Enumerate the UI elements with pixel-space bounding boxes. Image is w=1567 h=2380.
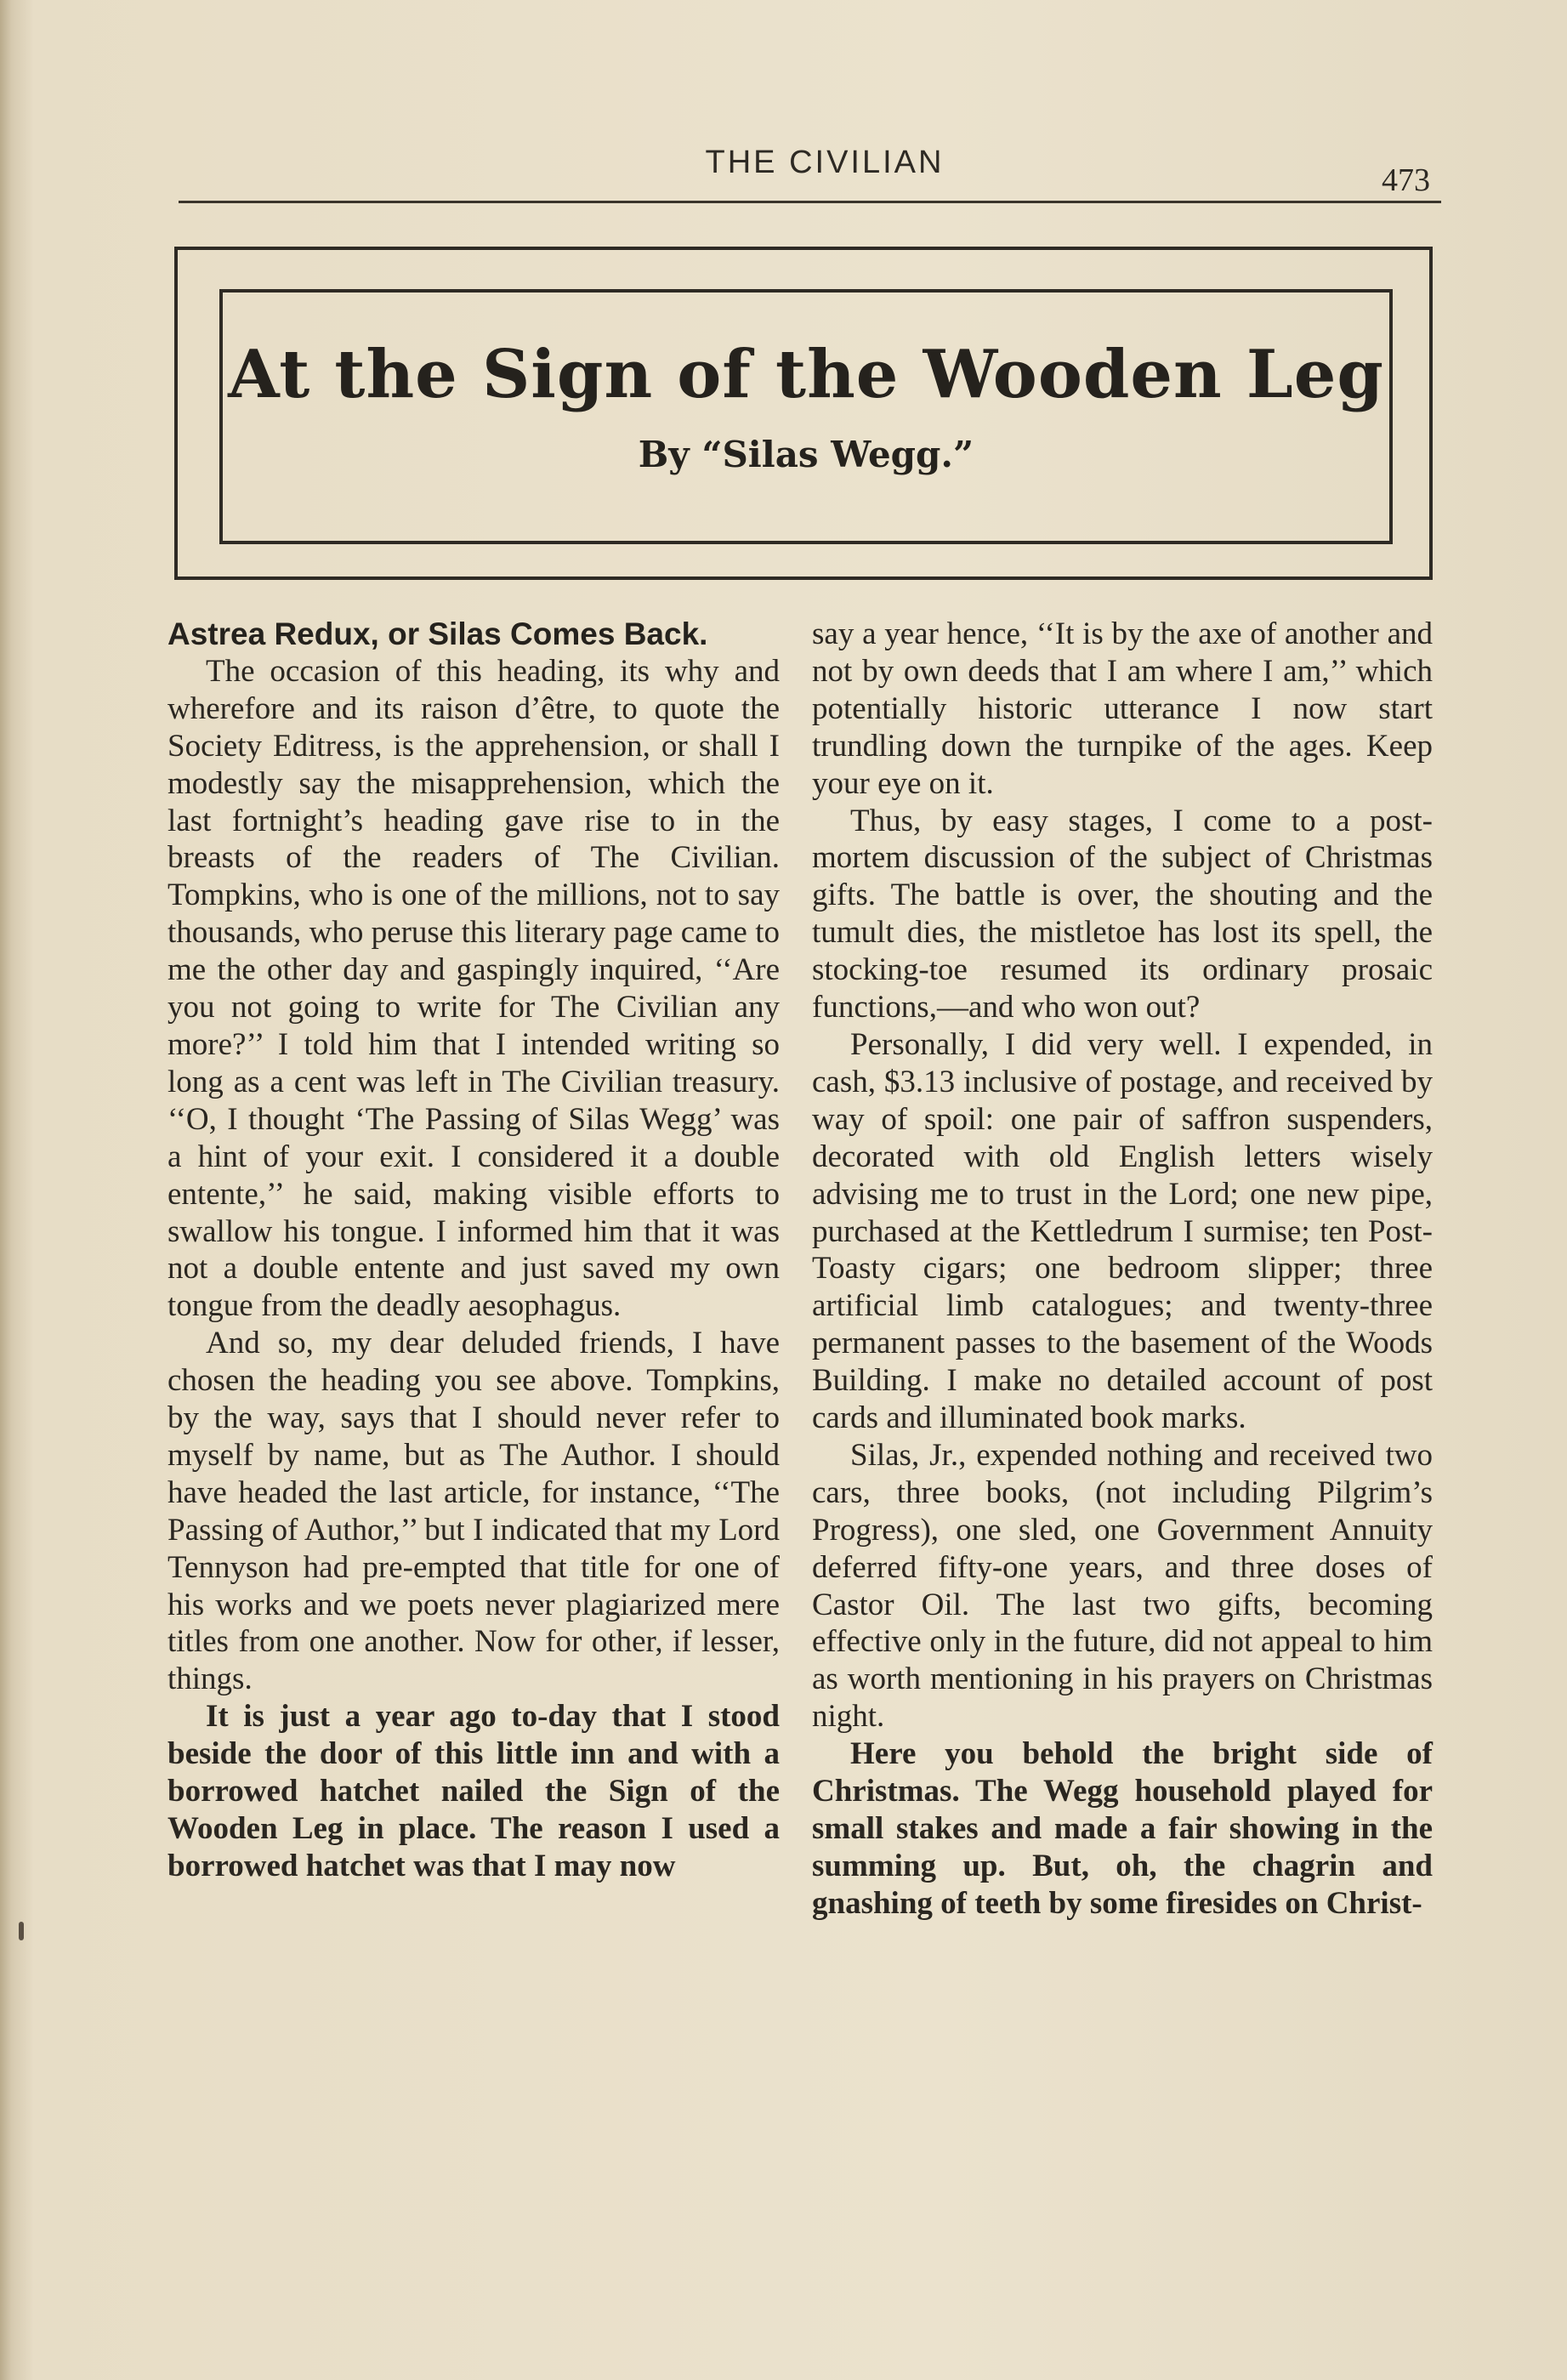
right-paragraph-5: Here you behold the bright side of Christmas. The Wegg household played for small stakes and made a fair showing in the summing up. But, oh, the chagrin and gnashing of teeth by some firesides on Christ- — [812, 1736, 1433, 1921]
left-paragraph-2: And so, my dear deluded friends, I have chosen the heading you see above. Tompkins, by the way, says that I should never refer to myself by name, but as The Author. I should have headed the last article, for instance, ‘‘The Passing of Author,’’ but I indicated that my Lord Tennyson had pre-empted that title for one of his works and we poets never plagiarized mere titles from one another. Now for other, if lesser, things. — [167, 1326, 780, 1697]
article-byline: By “Silas Wegg.” — [638, 434, 974, 475]
right-column — [812, 616, 1433, 1923]
left-column — [167, 616, 780, 1885]
margin-mark — [19, 1922, 24, 1940]
page-number: 473 — [1382, 162, 1430, 198]
left-paragraph-1: The occasion of this heading, its why and wherefore and its raison d’être, to quote the Society Editress, is the apprehension, or shall I modestly say the misapprehension, which the last fortnight’s heading gave rise to in the breasts of the readers of The Civilian. Tompkins, who is one of the millions, not to say thousands, who peruse this literary page came to me the other day and gaspingly inquired, ‘‘Are you not going to write for The Civilian any more?’’ I told him that I intended writing so long as a cent was left in The Civilian treasury. ‘‘O, I thought ‘The Passing of Silas Wegg’ was a hint of your exit. I considered it a double entente,’’ he said, making visible efforts to swallow his tongue. I informed him that it was not a double entente and just saved my own tongue from the deadly aesophagus. — [167, 653, 780, 1324]
header-rule — [179, 201, 1441, 203]
running-title: THE CIVILIAN — [705, 145, 945, 180]
left-paragraph-3: It is just a year ago to-day that I stood beside the door of this little inn and with a borrowed hatchet nailed the Sign of the Wooden Leg in place. The reason I used a borrowed hatchet was that I may now — [167, 1699, 780, 1883]
right-paragraph-1: say a year hence, ‘‘It is by the axe of another and not by own deeds that I am where I am,’’ which potentially historic utterance I now start trundling down the turnpike of the ages. Keep your eye on it. — [812, 616, 1433, 801]
article-title: At the Sign of the Wooden Leg — [228, 336, 1384, 413]
right-paragraph-2: Thus, by easy stages, I come to a post-mortem discussion of the subject of Christmas gifts. The battle is over, the shouting and the tumult dies, the mistletoe has lost its spell, the stocking-toe resumed its ordinary prosaic functions,—and who won out? — [812, 803, 1433, 1025]
title-frame-inner — [219, 289, 1393, 544]
right-paragraph-3: Personally, I did very well. I expended, in cash, $3.13 inclusive of postage, and received by way of spoil: one pair of saffron suspenders, decorated with old English letters wisely advising me to trust in the Lord; one new pipe, purchased at the Kettledrum I surmise; ten Post-Toasty cigars; one bedroom slipper; three artificial limb catalogues; and twenty-three permanent passes to the basement of the Woods Building. I make no detailed account of post cards and illuminated book marks. — [812, 1026, 1433, 1436]
right-paragraph-4: Silas, Jr., expended nothing and received two cars, three books, (not including Pilgrim’s Progress), one sled, one Government Annuity deferred fifty-one years, and three doses of Castor Oil. The last two gifts, becoming effective only in the future, did not appeal to him as worth mentioning in his prayers on Christmas night. — [812, 1437, 1433, 1735]
article-subheading: Astrea Redux, or Silas Comes Back. — [167, 616, 708, 651]
